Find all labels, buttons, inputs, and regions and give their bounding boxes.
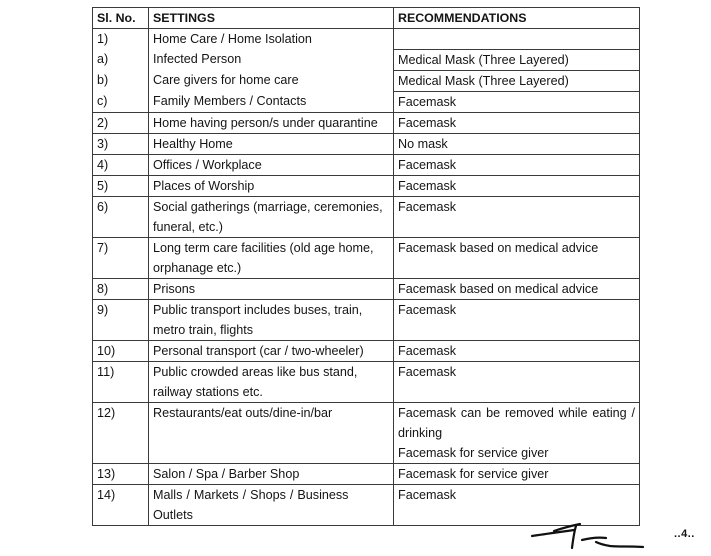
row-setting: Public transport includes buses, train, metro train, flights [149, 299, 394, 340]
row-recommendation: Facemask [394, 484, 640, 525]
row-recommendation: Facemask for service giver [394, 463, 640, 484]
table-row [93, 29, 640, 50]
row-recommendation-cell [394, 402, 640, 463]
row-recommendation: Medical Mask (Three Layered) [394, 49, 640, 70]
row-sl-no: 7) [93, 237, 149, 278]
row-sl-no: 12) [93, 402, 149, 463]
row-recommendation: Facemask based on medical advice [394, 237, 640, 278]
row-recommendation: Facemask based on medical advice [394, 278, 640, 299]
row-sl-no: c) [93, 91, 149, 112]
row-recommendation: No mask [394, 133, 640, 154]
table-row [93, 237, 640, 278]
table-row [93, 91, 640, 112]
row-setting: Prisons [149, 278, 394, 299]
row-setting: Places of Worship [149, 175, 394, 196]
table-row [93, 133, 640, 154]
row-sl-no: 14) [93, 484, 149, 525]
table-row [93, 278, 640, 299]
row-setting: Infected Person [149, 49, 394, 70]
table-row [93, 70, 640, 91]
row-sl-no: a) [93, 49, 149, 70]
row-recommendation: Facemask [394, 361, 640, 402]
table-row [93, 361, 640, 402]
signature-stroke [532, 524, 643, 548]
table-row [93, 299, 640, 340]
row-sl-no: 2) [93, 112, 149, 133]
row-sl-no: 1) [93, 29, 149, 50]
row-recommendation: Facemask [394, 299, 640, 340]
row-sl-no: 5) [93, 175, 149, 196]
page-marker: ..4.. [674, 528, 695, 540]
table-row [93, 340, 640, 361]
header-recommendations: RECOMMENDATIONS [394, 8, 640, 29]
row-recommendation: Facemask [394, 340, 640, 361]
table-row [93, 175, 640, 196]
row-setting: Social gatherings (marriage, ceremonies, funeral, etc.) [149, 196, 394, 237]
row-setting: Long term care facilities (old age home, orphanage etc.) [149, 237, 394, 278]
row-setting: Care givers for home care [149, 70, 394, 91]
row-sl-no: 3) [93, 133, 149, 154]
row-recommendation: Medical Mask (Three Layered) [394, 70, 640, 91]
row-sl-no: 8) [93, 278, 149, 299]
row-setting: Personal transport (car / two-wheeler) [149, 340, 394, 361]
row-recommendation-extra: Facemask for service giver [398, 445, 549, 460]
table-row [93, 196, 640, 237]
row-setting: Restaurants/eat outs/dine-in/bar [149, 402, 394, 463]
table-header-row [93, 8, 640, 29]
row-sl-no: 11) [93, 361, 149, 402]
row-recommendation: Facemask [394, 154, 640, 175]
row-setting: Salon / Spa / Barber Shop [149, 463, 394, 484]
row-setting: Healthy Home [149, 133, 394, 154]
row-recommendation: Facemask [394, 112, 640, 133]
row-setting: Offices / Workplace [149, 154, 394, 175]
table-row [93, 463, 640, 484]
row-sl-no: 9) [93, 299, 149, 340]
row-setting: Malls / Markets / Shops / Business Outlets [149, 484, 394, 525]
row-recommendation: Facemask can be removed while eating / drinking [398, 405, 635, 440]
row-recommendation: Facemask [394, 196, 640, 237]
row-sl-no: b) [93, 70, 149, 91]
row-sl-no: 4) [93, 154, 149, 175]
table-row [93, 154, 640, 175]
table-row [93, 49, 640, 70]
row-setting: Home having person/s under quarantine [149, 112, 394, 133]
signature-mark [530, 516, 645, 552]
header-settings: SETTINGS [149, 8, 394, 29]
row-sl-no: 10) [93, 340, 149, 361]
row-sl-no: 6) [93, 196, 149, 237]
row-recommendation [394, 29, 640, 50]
table-row [93, 402, 640, 463]
header-sl-no: Sl. No. [93, 8, 149, 29]
row-recommendation: Facemask [394, 175, 640, 196]
row-setting: Public crowded areas like bus stand, railway stations etc. [149, 361, 394, 402]
recommendations-table [92, 7, 640, 526]
row-setting: Family Members / Contacts [149, 91, 394, 112]
table-row [93, 112, 640, 133]
row-sl-no: 13) [93, 463, 149, 484]
row-setting: Home Care / Home Isolation [149, 29, 394, 50]
row-recommendation: Facemask [394, 91, 640, 112]
